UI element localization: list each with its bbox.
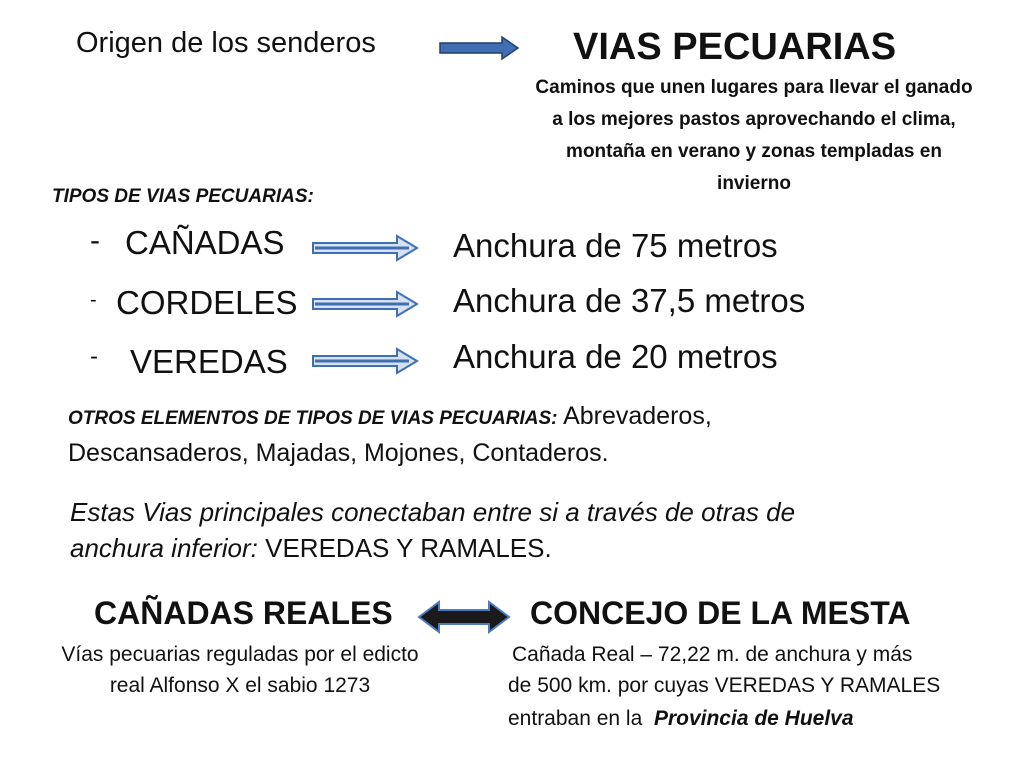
tipo-cordeles: CORDELES bbox=[116, 284, 298, 321]
concejo-line2: de 500 km. por cuyas VEREDAS Y RAMALES bbox=[508, 674, 941, 697]
otros-elementos bbox=[68, 399, 888, 470]
tipo-veredas: VEREDAS bbox=[130, 343, 288, 380]
list-dash: - bbox=[90, 289, 97, 311]
arrow-right-icon bbox=[313, 292, 417, 316]
estas-paragraph bbox=[70, 494, 890, 566]
concejo-line3-prefix: entraban en la bbox=[508, 707, 643, 730]
cordeles-width: Anchura de 37,5 metros bbox=[453, 282, 806, 319]
arrow-right-icon bbox=[313, 349, 417, 373]
provincia-huelva: Provincia de Huelva bbox=[653, 707, 854, 730]
origen-label: Origen de los senderos bbox=[76, 27, 376, 59]
veredas-width: Anchura de 20 metros bbox=[453, 338, 778, 375]
tipos-heading: TIPOS DE VIAS PECUARIAS: bbox=[52, 186, 314, 207]
estas-italic: Estas Vias principales conectaban entre si a través de otras de anchura inferior: bbox=[70, 497, 796, 563]
list-dash: - bbox=[90, 343, 98, 370]
tipo-canadas: CAÑADAS bbox=[125, 224, 285, 261]
canadas-reales-title: CAÑADAS REALES bbox=[94, 595, 393, 631]
arrow-right-icon bbox=[313, 236, 417, 260]
arrow-right-icon bbox=[440, 37, 518, 59]
canadas-reales-text: Vías pecuarias reguladas por el edicto real Alfonso X el sabio 1273 bbox=[61, 643, 419, 697]
estas-normal: VEREDAS Y RAMALES. bbox=[257, 533, 552, 563]
concejo-line3 bbox=[508, 703, 854, 734]
concejo-line1: Cañada Real – 72,22 m. de anchura y más bbox=[512, 643, 913, 666]
title-description: Caminos que unen lugares para llevar el ganado a los mejores pastos aprovechando el clima, montaña en verano y zonas templadas en invierno bbox=[535, 77, 973, 194]
page-title: VIAS PECUARIAS bbox=[573, 26, 897, 68]
list-dash: - bbox=[90, 224, 100, 257]
otros-label: OTROS ELEMENTOS DE TIPOS DE VIAS PECUARIAS: bbox=[68, 408, 558, 429]
concejo-title: CONCEJO DE LA MESTA bbox=[530, 595, 911, 631]
otros-text: Abrevaderos, Descansaderos, Majadas, Mojones, Contaderos. bbox=[68, 402, 712, 467]
canadas-width: Anchura de 75 metros bbox=[453, 227, 778, 264]
double-arrow-icon bbox=[417, 600, 511, 634]
